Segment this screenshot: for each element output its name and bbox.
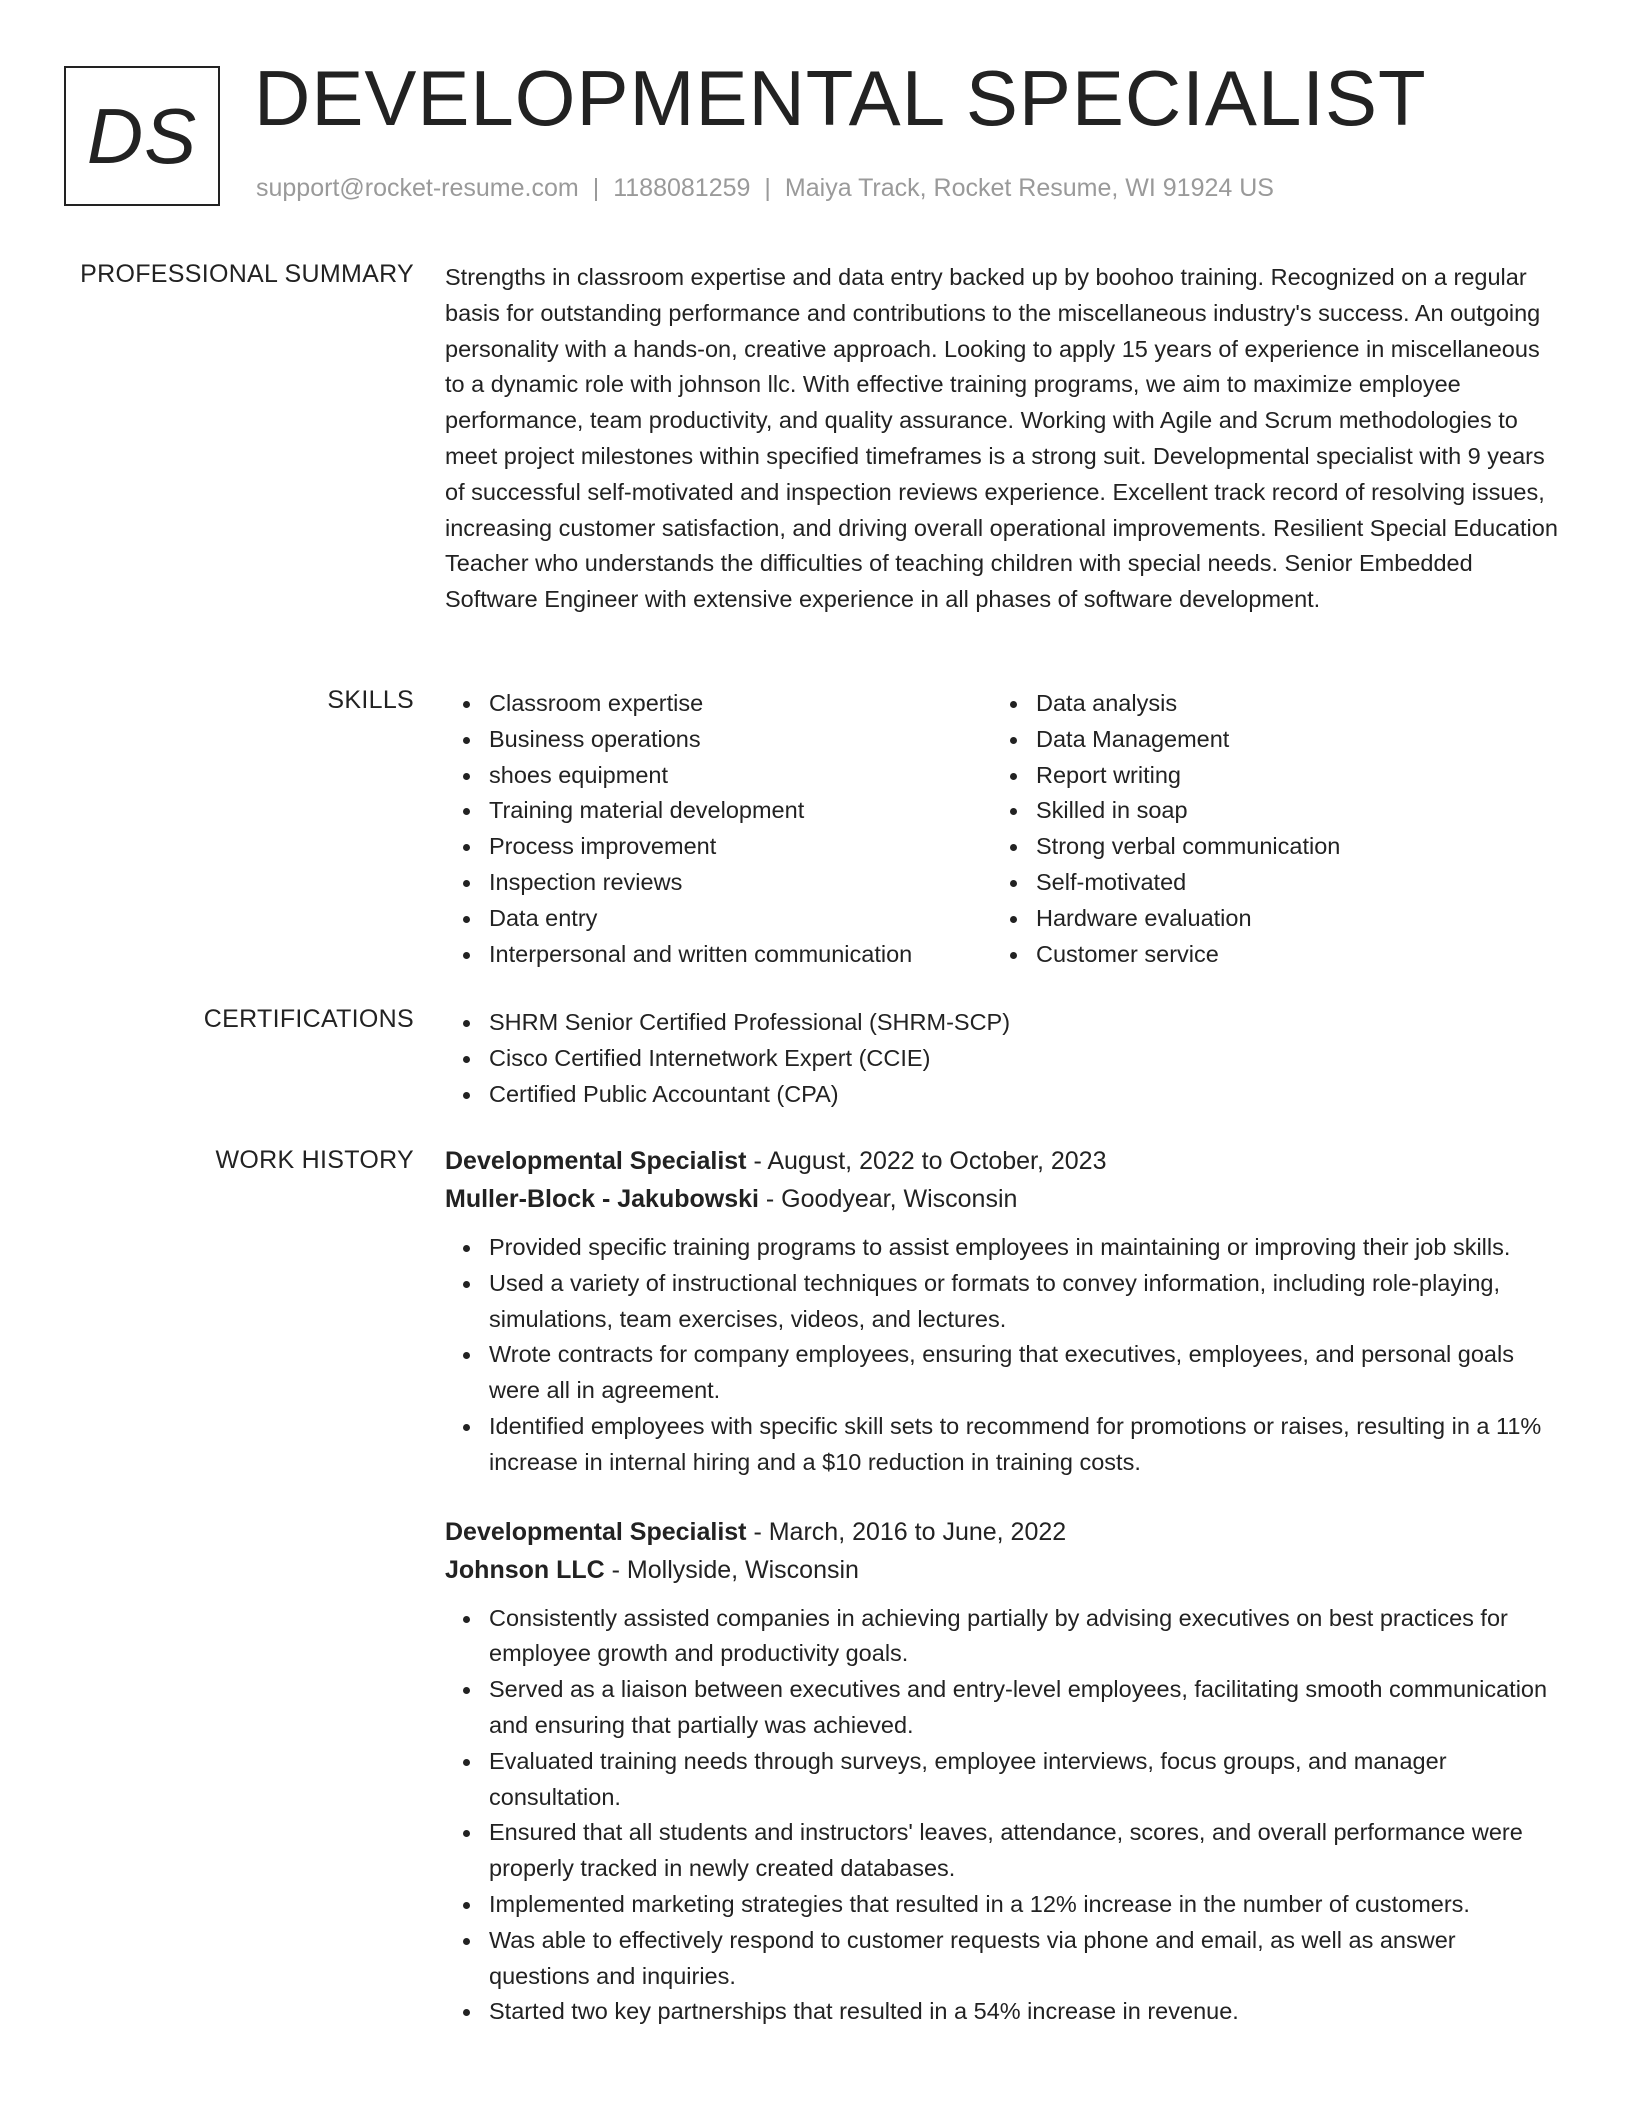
contact-separator: | (592, 174, 600, 202)
certifications-heading: CERTIFICATIONS (203, 1005, 414, 1033)
certifications-list (445, 1005, 1560, 1112)
job-duty-item: Ensured that all students and instructors' leaves, attendance, scores, and overall performance were properly tracked in newly created databases. (445, 1815, 1560, 1887)
skill-item: shoes equipment (445, 758, 992, 794)
job-title-line (445, 1513, 1560, 1551)
skill-item: Self-motivated (992, 865, 1539, 901)
job-duty-item: Served as a liaison between executives and entry-level employees, facilitating smooth communication and ensuring that partially was achieved. (445, 1672, 1560, 1744)
contact-phone[interactable]: 1188081259 (613, 174, 751, 202)
skills-column-right (992, 686, 1539, 972)
job-duty-item: Provided specific training programs to assist employees in maintaining or improving their job skills. (445, 1230, 1560, 1266)
monogram-box (64, 66, 220, 206)
monogram-initials: DS (86, 91, 198, 180)
skill-item: Data entry (445, 901, 992, 937)
job-company: Johnson LLC (445, 1555, 605, 1584)
job-entry (445, 1513, 1560, 2031)
job-duty-item: Was able to effectively respond to customer requests via phone and email, as well as answer questions and inquiries. (445, 1923, 1560, 1995)
job-duty-item: Consistently assisted companies in achieving partially by advising executives on best practices for employee growth and productivity goals. (445, 1601, 1560, 1673)
job-company-line (445, 1180, 1560, 1218)
job-company-line (445, 1551, 1560, 1589)
certification-item: Certified Public Accountant (CPA) (445, 1077, 1560, 1113)
skill-item: Process improvement (445, 829, 992, 865)
skill-item: Interpersonal and written communication (445, 937, 992, 973)
job-location: - Goodyear, Wisconsin (758, 1185, 1018, 1213)
job-dates: - August, 2022 to October, 2023 (746, 1147, 1107, 1175)
skill-item: Business operations (445, 722, 992, 758)
skill-item: Classroom expertise (445, 686, 992, 722)
summary-text: Strengths in classroom expertise and data entry backed up by boohoo training. Recognized on a regular basis for outstanding performance and contributions to the miscellaneous industry's success. An outgoing personality with a hands-on, creative approach. Looking to apply 15 years of experience in miscellaneous to a dynamic role with johnson llc. With effective training programs, we aim to maximize employee performance, team productivity, and quality assurance. Working with Agile and Scrum methodologies to meet project milestones within specified timeframes is a strong suit. Developmental specialist with 9 years of successful self-motivated and inspection reviews experience. Excellent track record of resolving issues, increasing customer satisfaction, and driving overall operational improvements. Resilient Special Education Teacher who understands the difficulties of teaching children with special needs. Senior Embedded Software Engineer with extensive experience in all phases of software development. (445, 264, 1558, 613)
work-history-heading: WORK HISTORY (215, 1146, 414, 1174)
job-duties-list (445, 1601, 1560, 2031)
certification-item: Cisco Certified Internetwork Expert (CCIE) (445, 1041, 1560, 1077)
job-duty-item: Started two key partnerships that resulted in a 54% increase in revenue. (445, 1994, 1560, 2030)
job-entry (445, 1142, 1560, 1481)
job-duty-item: Identified employees with specific skill sets to recommend for promotions or raises, resulting in a 11% increase in internal hiring and a $10 reduction in training costs. (445, 1409, 1560, 1481)
skill-item: Hardware evaluation (992, 901, 1539, 937)
contact-line (256, 174, 1274, 203)
skill-item: Strong verbal communication (992, 829, 1539, 865)
job-duty-item: Evaluated training needs through surveys, employee interviews, focus groups, and manager consultation. (445, 1744, 1560, 1816)
skills-column-left (445, 686, 992, 972)
skill-item: Report writing (992, 758, 1539, 794)
skill-item: Customer service (992, 937, 1539, 973)
contact-separator: | (764, 174, 771, 202)
job-duty-item: Implemented marketing strategies that resulted in a 12% increase in the number of customers. (445, 1887, 1560, 1923)
job-title: Developmental Specialist (445, 1517, 747, 1546)
summary-heading: PROFESSIONAL SUMMARY (80, 260, 414, 288)
skills-heading: SKILLS (327, 686, 414, 714)
resume-title: DEVELOPMENTAL SPECIALIST (254, 54, 1427, 142)
job-duties-list (445, 1230, 1560, 1481)
job-title-line (445, 1142, 1560, 1180)
job-title: Developmental Specialist (445, 1147, 747, 1175)
contact-address: Maiya Track, Rocket Resume, WI 91924 US (784, 174, 1274, 202)
job-company: Muller-Block - Jakubowski (445, 1185, 759, 1213)
certification-item: SHRM Senior Certified Professional (SHRM-SCP) (445, 1005, 1560, 1041)
skill-item: Training material development (445, 793, 992, 829)
job-dates: - March, 2016 to June, 2022 (746, 1517, 1067, 1546)
job-location: - Mollyside, Wisconsin (604, 1555, 859, 1584)
job-duty-item: Used a variety of instructional techniques or formats to convey information, including role-playing, simulations, team exercises, videos, and lectures. (445, 1266, 1560, 1338)
contact-email[interactable]: support@rocket-resume.com (256, 174, 579, 202)
job-duty-item: Wrote contracts for company employees, ensuring that executives, employees, and personal goals were all in agreement. (445, 1337, 1560, 1409)
skill-item: Inspection reviews (445, 865, 992, 901)
skill-item: Data Management (992, 722, 1539, 758)
skill-item: Skilled in soap (992, 793, 1539, 829)
skill-item: Data analysis (992, 686, 1539, 722)
